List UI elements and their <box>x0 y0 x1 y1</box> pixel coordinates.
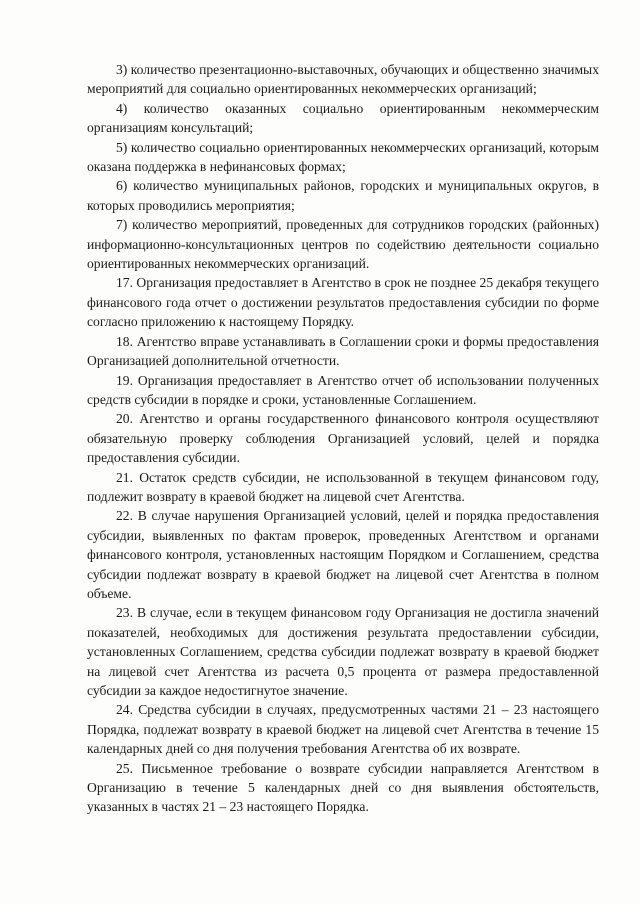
paragraph-item-3: 3) количество презентационно-выставочных, обучающих и общественно значимых мероприятий для социально ориентированных некоммерческих организаций; <box>87 62 599 97</box>
paragraph-section-18: 18. Агентство вправе устанавливать в Соглашении сроки и формы предоставления Организацией дополнительной отчетности. <box>87 333 599 369</box>
paragraph-section-23: 23. В случае, если в текущем финансовом году Организация не достигла значений показателей, необходимых для достижения результата предоставлении субсидии, установленных Соглашением, средства субсидии подлежат возврату в краевой бюджет на лицевой счет Агентства из расчета 0,5 процента от размера предоставленной субсидии за каждое недостигнутое значение. <box>87 605 599 698</box>
paragraph-section-24: 24. Средства субсидии в случаях, предусмотренных частями 21 – 23 настоящего Порядка, подлежат возврату в краевой бюджет на лицевой счет Агентства в течение 15 календарных дней со дня получения требования Агентства об их возврате. <box>87 702 599 757</box>
paragraph-item-7: 7) количество мероприятий, проведенных для сотрудников городских (районных) информационно-консультационных центров по содействию деятельности социально ориентированных некоммерческих организаций. <box>87 217 599 272</box>
paragraph-section-22: 22. В случае нарушения Организацией условий, целей и порядка предоставления субсидии, выявленных по фактам проверок, проведенных Агентством и органами финансового контроля, установленных настоящим Порядком и Соглашением, средства субсидии подлежат возврату в краевой бюджет на лицевой счет Агентства в полном объеме. <box>87 508 599 601</box>
paragraph-section-17: 17. Организация предоставляет в Агентство в срок не позднее 25 декабря текущего финансового года отчет о достижении результатов предоставления субсидии по форме согласно приложению к настоящему Порядку. <box>87 275 599 330</box>
paragraph-item-6: 6) количество муниципальных районов, городских и муниципальных округов, в которых проводились мероприятия; <box>87 178 599 213</box>
paragraph-section-25: 25. Письменное требование о возврате субсидии направляется Агентством в Организацию в течение 5 календарных дней со дня выявления обстоятельств, указанных в частях 21 – 23 настоящего Порядка. <box>87 760 599 815</box>
paragraph-item-5: 5) количество социально ориентированных некоммерческих организаций, которым оказана поддержка в нефинансовых формах; <box>87 139 599 175</box>
paragraph-section-19: 19. Организация предоставляет в Агентство отчет об использовании полученных средств субсидии в порядке и сроки, установленные Соглашением. <box>87 372 599 407</box>
document-body <box>87 60 599 817</box>
paragraph-section-21: 21. Остаток средств субсидии, не использованной в текущем финансовом году, подлежит возврату в краевой бюджет на лицевой счет Агентства. <box>87 469 599 504</box>
paragraph-item-4: 4) количество оказанных социально ориентированным некоммерческим организациям консультаций; <box>87 100 599 136</box>
paragraph-section-20: 20. Агентство и органы государственного финансового контроля осуществляют обязательную проверку соблюдения Организацией условий, целей и порядка предоставления субсидии. <box>87 411 599 466</box>
